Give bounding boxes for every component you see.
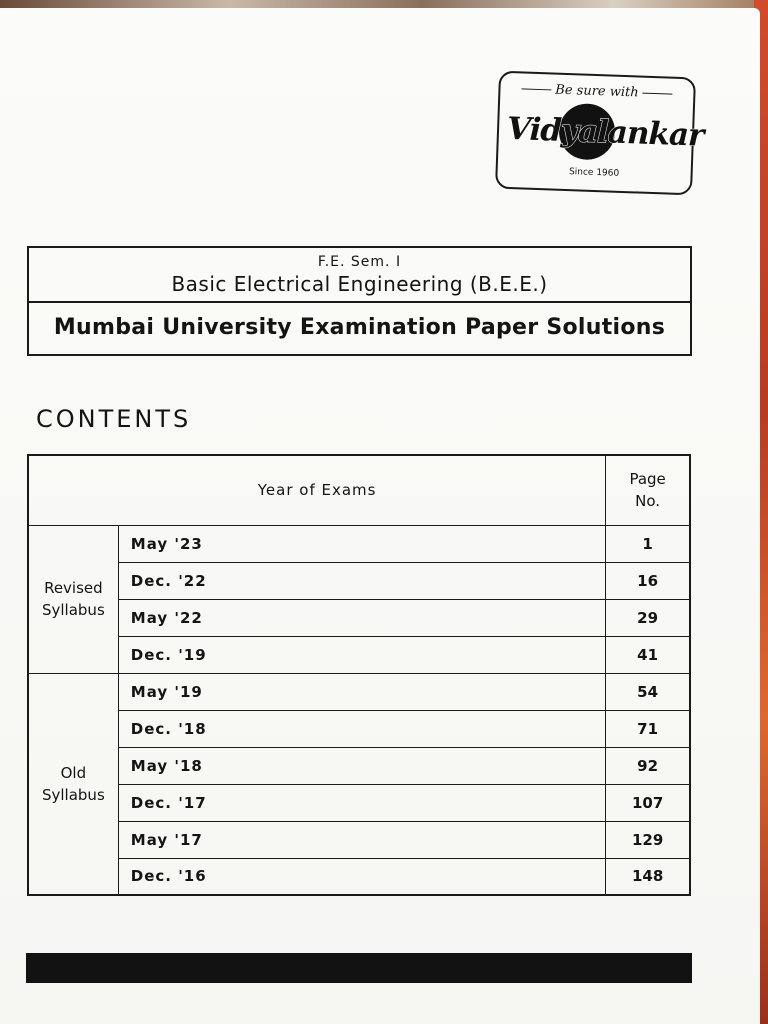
table-row bbox=[28, 747, 690, 784]
page-cell: 54 bbox=[606, 673, 690, 710]
table-row bbox=[28, 599, 690, 636]
table-header-row bbox=[28, 455, 690, 525]
contents-table bbox=[27, 454, 691, 896]
group-label-line2: Syllabus bbox=[41, 601, 105, 619]
semester-label: F.E. Sem. I bbox=[317, 254, 402, 270]
exam-cell: Dec. '19 bbox=[118, 636, 605, 673]
table-row bbox=[28, 784, 690, 821]
title-top bbox=[29, 248, 690, 303]
page-cell: 41 bbox=[606, 636, 690, 673]
table-row bbox=[28, 636, 690, 673]
group-old-syllabus bbox=[28, 673, 118, 895]
page-title: Mumbai University Examination Paper Solutions bbox=[53, 315, 666, 340]
page-cell: 148 bbox=[606, 858, 690, 895]
exam-cell: Dec. '16 bbox=[118, 858, 605, 895]
table-row bbox=[28, 673, 690, 710]
footer-black-bar bbox=[26, 953, 692, 983]
document-page bbox=[0, 8, 760, 1024]
header-page-no bbox=[606, 455, 690, 525]
logo-since: Since 1960 bbox=[568, 167, 620, 179]
page-cell: 107 bbox=[606, 784, 690, 821]
group-revised-syllabus bbox=[28, 525, 118, 673]
table-row bbox=[28, 525, 690, 562]
group-label-line2: Syllabus bbox=[41, 785, 105, 804]
vidyalankar-logo bbox=[495, 71, 704, 196]
page-cell: 71 bbox=[606, 710, 690, 747]
contents-heading: CONTENTS bbox=[36, 405, 192, 433]
table-row bbox=[28, 710, 690, 747]
page-cell: 16 bbox=[606, 562, 690, 599]
header-page-line1: Page bbox=[629, 470, 666, 489]
table-row bbox=[28, 821, 690, 858]
logo-name: Vidyalankar bbox=[506, 110, 704, 154]
table-row bbox=[28, 562, 690, 599]
header-year-of-exams: Year of Exams bbox=[28, 455, 606, 525]
exam-cell: May '17 bbox=[118, 821, 605, 858]
exam-cell: Dec. '22 bbox=[118, 562, 605, 599]
exam-cell: May '19 bbox=[118, 673, 605, 710]
exam-cell: May '23 bbox=[118, 525, 605, 562]
table-row bbox=[28, 858, 690, 895]
title-box bbox=[27, 246, 692, 356]
page-cell: 92 bbox=[606, 747, 690, 784]
exam-cell: May '22 bbox=[118, 599, 605, 636]
subject-title: Basic Electrical Engineering (B.E.E.) bbox=[171, 272, 548, 296]
exam-cell: May '18 bbox=[118, 747, 605, 784]
page-cell: 129 bbox=[606, 821, 690, 858]
exam-cell: Dec. '18 bbox=[118, 710, 605, 747]
group-label-line1: Revised bbox=[44, 579, 103, 597]
page-cell: 29 bbox=[606, 599, 690, 636]
group-label-line1: Old bbox=[60, 763, 87, 782]
logo-tagline: Be sure with bbox=[500, 81, 693, 103]
page-cell: 1 bbox=[606, 525, 690, 562]
exam-cell: Dec. '17 bbox=[118, 784, 605, 821]
header-page-line2: No. bbox=[635, 492, 661, 511]
